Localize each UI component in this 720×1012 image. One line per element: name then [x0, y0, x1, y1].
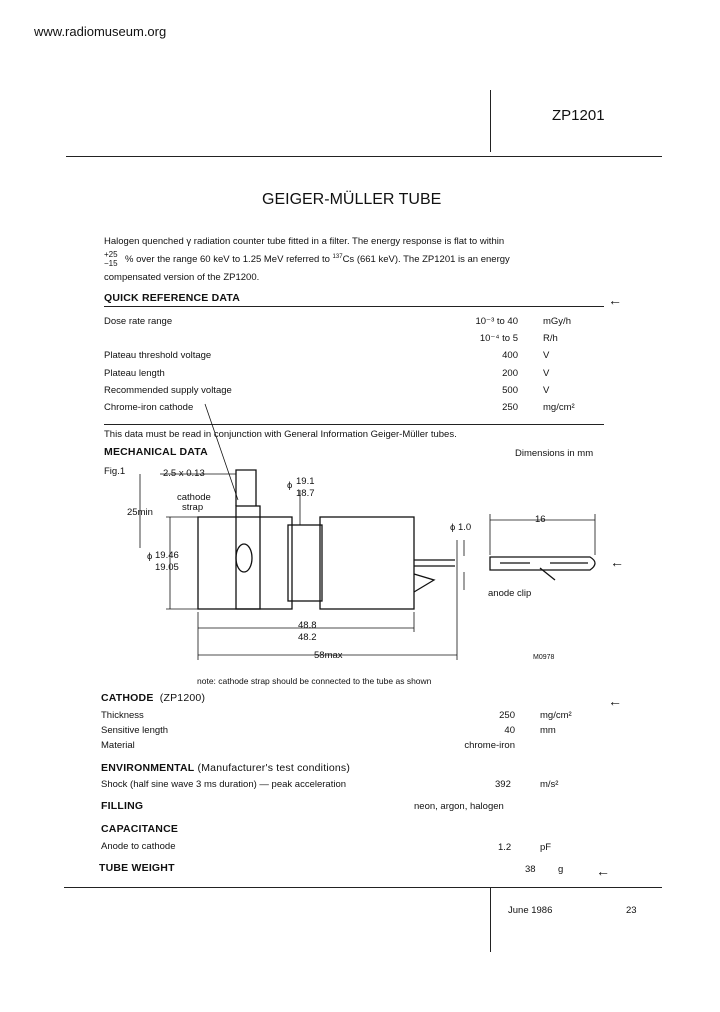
tube-weight-unit: g — [558, 864, 564, 875]
capacitance-heading: CAPACITANCE — [101, 823, 179, 835]
row-label: Sensitive length — [101, 725, 169, 736]
row-value: 500 — [502, 384, 518, 396]
dim-phi-body: ϕ — [147, 551, 153, 562]
capacitance-label: Anode to cathode — [101, 841, 176, 852]
environmental-heading: ENVIRONMENTAL (Manufacturer's test conditions) — [101, 762, 351, 774]
quick-ref-note: This data must be read in conjunction with General Information Geiger-Müller tubes. — [104, 429, 457, 440]
dim-phi-pin: ϕ — [450, 522, 456, 533]
dim-strap-width: 2.5 x 0.13 — [163, 468, 205, 479]
row-label: Thickness — [101, 710, 144, 721]
capacitance-value: 1.2 — [498, 842, 512, 853]
anode-tip — [414, 574, 434, 592]
page-title: GEIGER-MÜLLER TUBE — [262, 191, 442, 208]
row-unit: mg/cm² — [543, 402, 575, 413]
row-value: 40 — [504, 725, 515, 736]
row-unit: V — [543, 350, 550, 362]
footer-divider — [490, 887, 491, 952]
filling-heading: FILLING — [101, 800, 144, 812]
dim-58max: 58max — [314, 650, 343, 661]
change-arrow-icon: ← — [608, 292, 622, 308]
cathode-strap — [236, 506, 260, 609]
shock-unit: m/s² — [540, 779, 559, 790]
anode-clip-label: anode clip — [488, 588, 532, 599]
tube-neck — [288, 525, 322, 601]
intro-line3: compensated version of the ZP1200. — [104, 272, 260, 283]
mechanical-heading: MECHANICAL DATA — [104, 446, 208, 458]
shock-value: 392 — [495, 779, 511, 790]
dim-1-0: 1.0 — [458, 522, 472, 533]
row-label: Chrome-iron cathode — [104, 402, 194, 413]
capacitance-unit: pF — [540, 842, 552, 853]
dim-19-1: 19.1 — [296, 476, 315, 487]
tube-body-right — [320, 517, 414, 609]
row-unit: R/h — [543, 333, 558, 345]
intro-line2: % over the range 60 keV to 1.25 MeV referred to $^{137}$Cs (661 keV). The ZP1201 is an energy — [125, 254, 510, 266]
tolerance: +25 −15 — [104, 250, 118, 268]
dim-19-46: 19.46 — [155, 550, 179, 561]
filling-value: neon, argon, halogen — [414, 801, 504, 812]
intro-line1: Halogen quenched γ radiation counter tube fitted in a filter. The energy response is flat to within — [104, 236, 505, 247]
tube-body-left — [198, 517, 292, 609]
row-label: Dose rate range — [104, 316, 173, 327]
dim-18-7: 18.7 — [296, 488, 315, 499]
tube-weight-heading: TUBE WEIGHT — [99, 862, 175, 874]
site-url: www.radiomuseum.org — [34, 24, 167, 39]
dim-19-05: 19.05 — [155, 562, 179, 573]
row-value: 10⁻³ to 40 — [475, 316, 518, 327]
row-value: 250 — [502, 402, 518, 413]
change-arrow-icon: ← — [610, 554, 624, 570]
drawing-code: M0978 — [533, 654, 555, 661]
row-value: chrome-iron — [464, 740, 515, 751]
dim-48-2: 48.2 — [298, 632, 317, 643]
row-unit: V — [543, 367, 550, 379]
cathode-heading: CATHODE (ZP1200) — [101, 692, 206, 704]
part-number: ZP1201 — [552, 107, 605, 124]
shock-label: Shock (half sine wave 3 ms duration) — peak acceleration — [101, 779, 347, 790]
strap-tab — [236, 470, 256, 506]
cathode-strap-label2: strap — [182, 502, 204, 513]
row-value: 250 — [499, 710, 515, 721]
row-value: 400 — [502, 350, 518, 362]
dim-48-8: 48.8 — [298, 620, 317, 631]
tube-weight-value: 38 — [525, 864, 536, 875]
dim-16: 16 — [535, 514, 546, 525]
change-arrow-icon: ← — [608, 693, 622, 709]
strap-loop — [236, 544, 252, 572]
quick-ref-heading: QUICK REFERENCE DATA — [104, 292, 241, 304]
strap-note: note: cathode strap should be connected to the tube as shown — [197, 676, 432, 686]
footer-date: June 1986 — [508, 905, 553, 916]
row-value: 200 — [502, 367, 518, 379]
row-unit: mg/cm² — [540, 710, 572, 721]
row-unit: mGy/h — [543, 316, 571, 327]
row-label: Material — [101, 740, 135, 751]
row-unit: mm — [540, 725, 556, 736]
row-value: 10⁻⁴ to 5 — [479, 333, 518, 345]
row-label: Plateau threshold voltage — [104, 350, 212, 362]
footer-rule — [64, 887, 662, 888]
cathode-strap-label: cathode — [177, 492, 211, 503]
row-label: Recommended supply voltage — [104, 384, 232, 396]
change-arrow-icon: ← — [596, 863, 610, 879]
row-unit: V — [543, 384, 550, 396]
page-number: 23 — [626, 905, 637, 916]
dim-25min: 25min — [127, 507, 153, 518]
dimensions-note: Dimensions in mm — [515, 448, 594, 459]
dim-phi: ϕ — [287, 480, 293, 491]
row-label: Plateau length — [104, 367, 165, 379]
fig-label: Fig.1 — [104, 466, 126, 477]
